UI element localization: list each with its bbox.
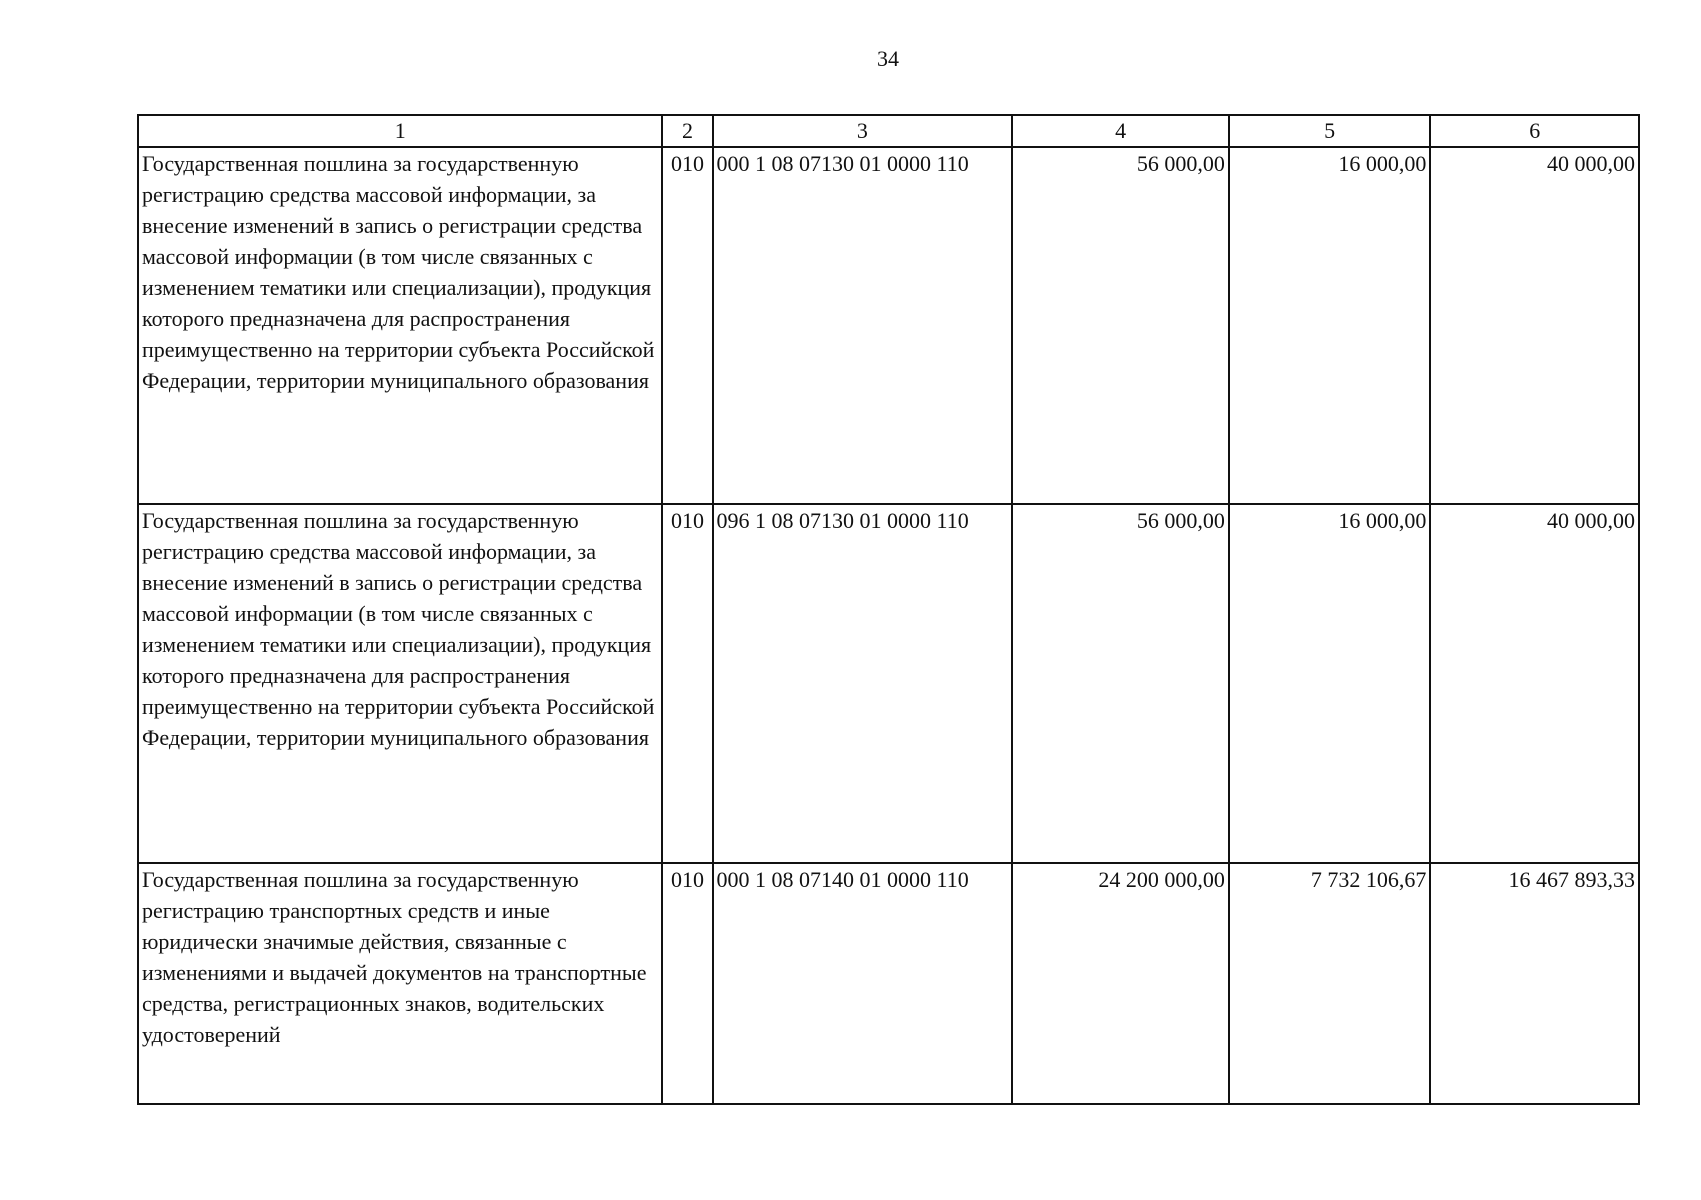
row-col5-value: 16 000,00 [1229,147,1431,504]
header-col-2: 2 [662,115,712,147]
row-income-code: 096 1 08 07130 01 0000 110 [713,504,1013,863]
row-income-code: 000 1 08 07130 01 0000 110 [713,147,1013,504]
row-line-code: 010 [662,504,712,863]
row-col4-value: 24 200 000,00 [1012,863,1229,1104]
header-col-4: 4 [1012,115,1229,147]
row-col6-value: 16 467 893,33 [1430,863,1639,1104]
row-line-code: 010 [662,863,712,1104]
row-col6-value: 40 000,00 [1430,504,1639,863]
row-col5-value: 7 732 106,67 [1229,863,1431,1104]
table-row [138,147,1639,504]
header-col-1: 1 [138,115,662,147]
header-col-6: 6 [1430,115,1639,147]
row-line-code: 010 [662,147,712,504]
row-col6-value: 40 000,00 [1430,147,1639,504]
header-col-3: 3 [713,115,1013,147]
row-name: Государственная пошлина за государственную регистрацию средства массовой информации, за внесение изменений в запись о регистрации средства массовой информации (в том числе связанных с изменением тематики или специализации), продукция которого предназначена для распространения преимущественно на территории субъекта Российской Федерации, территории муниципального образования [138,147,662,504]
row-col4-value: 56 000,00 [1012,504,1229,863]
row-name: Государственная пошлина за государственную регистрацию транспортных средств и иные юридически значимые действия, связанные с изменениями и выдачей документов на транспортные средства, регистрационных знаков, водительских удостоверений [138,863,662,1104]
row-col5-value: 16 000,00 [1229,504,1431,863]
header-row [138,115,1639,147]
row-income-code: 000 1 08 07140 01 0000 110 [713,863,1013,1104]
income-table [137,114,1640,1105]
header-col-5: 5 [1229,115,1431,147]
row-col4-value: 56 000,00 [1012,147,1229,504]
row-name: Государственная пошлина за государственную регистрацию средства массовой информации, за внесение изменений в запись о регистрации средства массовой информации (в том числе связанных с изменением тематики или специализации), продукция которого предназначена для распространения преимущественно на территории субъекта Российской Федерации, территории муниципального образования [138,504,662,863]
page-number: 34 [877,46,899,71]
table-row [138,863,1639,1104]
table-row [138,504,1639,863]
